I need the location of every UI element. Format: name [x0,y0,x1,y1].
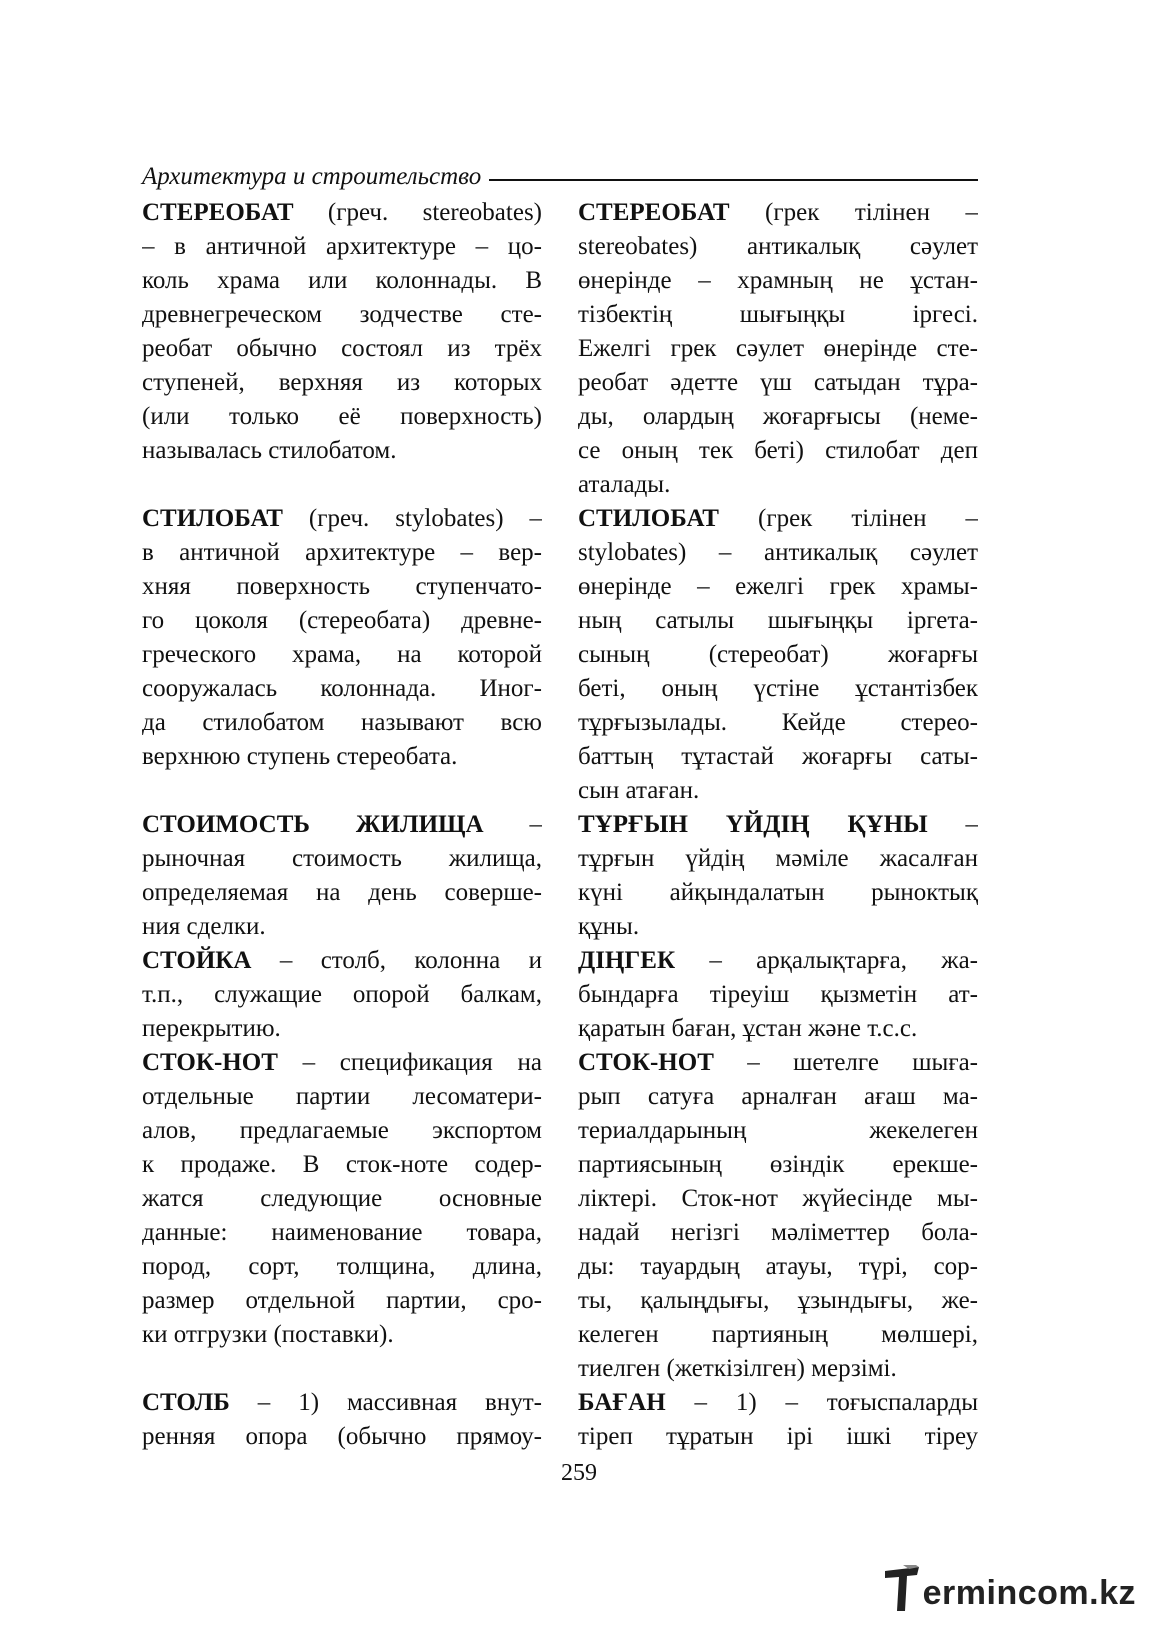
entry-line [578,1182,978,1216]
entry-line [578,1352,978,1386]
entry-line [142,978,542,1012]
entry-text: тіреп тұратын ірі ішкі тіреу [578,1423,978,1450]
entry-text: реобат обычно состоял из трёх [142,335,542,362]
entry-text: древнегреческом зодчестве сте- [142,301,542,328]
entry-line [142,1114,542,1148]
entry-spacer [142,774,542,808]
entry-text: тізбектің шығыңқы іргесі. [578,301,978,328]
entry-text: келеген партияның мөлшері, [578,1321,978,1348]
entry-text: – спецификация на [277,1049,542,1076]
entry-line [578,502,978,536]
dictionary-entry [578,196,978,502]
entry-text: бындарға тіреуіш қызметін ат- [578,981,978,1008]
entry-term: ДІҢГЕК [578,947,676,974]
entry-line [578,672,978,706]
entry-line [142,1284,542,1318]
entry-line [142,502,542,536]
entry-line [142,1216,542,1250]
entry-line [578,944,978,978]
section-title: Архитектура и строительство [142,163,482,190]
entry-text: беті, оның үстіне ұстантізбек [578,675,978,702]
entry-line [578,842,978,876]
entry-line [578,1284,978,1318]
entry-text: ки отгрузки (поставки). [142,1321,394,1348]
entry-line [578,434,978,468]
entry-line [578,1148,978,1182]
entry-text: перекрытию. [142,1015,281,1042]
entry-text: пород, сорт, толщина, длина, [142,1253,542,1280]
entry-line [142,1080,542,1114]
dictionary-entry [578,502,978,808]
entry-text: құны. [578,913,640,940]
entry-text: ның сатылы шығыңқы іргета- [578,607,978,634]
kazakh-column [578,196,978,1454]
entry-term: СТОЙКА [142,947,252,974]
entry-line [578,910,978,944]
entry-line [142,808,542,842]
entry-text: (или только её поверхность) [142,403,542,430]
entry-text: қаратын баған, ұстан және т.с.с. [578,1015,918,1042]
entry-text: в античной архитектуре – вер- [142,539,542,566]
entry-line [142,740,542,774]
entry-term: ТҰРҒЫН ҮЙДІҢ ҚҰНЫ [578,811,928,838]
entry-text: коль храма или колоннады. В [142,267,542,294]
entry-line [578,1216,978,1250]
entry-line [142,230,542,264]
entry-text: – арқалықтарға, жа- [675,947,978,974]
site-watermark [883,1565,1136,1613]
entry-text: ступеней, верхняя из которых [142,369,542,396]
entry-text: Ежелгі грек сәулет өнерінде сте- [578,335,978,362]
entry-line [142,1420,542,1454]
dictionary-entry [142,1046,542,1352]
dictionary-entry [142,1386,542,1454]
header-rule [489,179,978,181]
entry-term: СТОК-НОТ [142,1049,278,1076]
entry-line [578,332,978,366]
entry-text: – шетелге шыға- [713,1049,978,1076]
entry-text: греческого храма, на которой [142,641,542,668]
entry-text: ты, қалыңдығы, ұзындығы, же- [578,1287,978,1314]
entry-term: СТОЛБ [142,1389,230,1416]
entry-line [578,604,978,638]
entry-text: тиелген (жеткізілген) мерзімі. [578,1355,897,1382]
entry-line [142,876,542,910]
entry-text: сооружалась колоннада. Иног- [142,675,542,702]
entry-line [578,570,978,604]
dictionary-entry [142,944,542,1046]
entry-line [578,1318,978,1352]
dictionary-entry [142,196,542,468]
page-number: 259 [561,1460,597,1486]
entry-line [142,264,542,298]
entry-line [578,1114,978,1148]
entry-text: т.п., служащие опорой балкам, [142,981,542,1008]
entry-text: го цоколя (стереобата) древне- [142,607,542,634]
entry-term: БАҒАН [578,1389,666,1416]
entry-text: – в античной архитектуре – цо- [142,233,542,260]
entry-line [142,1012,542,1046]
entry-text: данные: наименование товара, [142,1219,542,1246]
dictionary-entry [142,808,542,944]
entry-term: СТИЛОБАТ [578,505,719,532]
entry-line [142,842,542,876]
entry-term: СТОК-НОТ [578,1049,714,1076]
entry-text: размер отдельной партии, сро- [142,1287,542,1314]
logo-t-icon [883,1565,921,1613]
entry-line [578,1420,978,1454]
entry-text: тұрғын үйдің мәміле жасалған [578,845,978,872]
entry-text: ліктері. Сток-нот жүйесінде мы- [578,1185,978,1212]
entry-line [578,876,978,910]
watermark-text: ermincom.kz [922,1574,1136,1612]
entry-text: – [927,811,978,838]
entry-text: жатся следующие основные [142,1185,542,1212]
dictionary-entry [578,1046,978,1386]
dictionary-entry [578,1386,978,1454]
dictionary-entry [578,808,978,944]
entry-line [142,1046,542,1080]
entry-line [142,944,542,978]
entry-line [578,366,978,400]
entry-line [142,1250,542,1284]
entry-text: тұрғызылады. Кейде стерео- [578,709,978,736]
entry-text: (грек тілінен – [718,505,978,532]
entry-text: териалдарының жекелеген [578,1117,978,1144]
entry-text: – 1) – тоғыспаларды [665,1389,978,1416]
entry-line [142,332,542,366]
entry-line [142,706,542,740]
entry-line [578,808,978,842]
entry-text: надай негізгі мәліметтер бола- [578,1219,978,1246]
entry-text: өнерінде – храмның не ұстан- [578,267,978,294]
entry-text: верхнюю ступень стереобата. [142,743,458,770]
entry-spacer [142,468,542,502]
entry-line [142,638,542,672]
entry-text: да стилобатом называют всю [142,709,542,736]
entry-text: өнерінде – ежелгі грек храмы- [578,573,978,600]
entry-text: баттың тұтастай жоғарғы саты- [578,743,978,770]
entry-line [578,536,978,570]
entry-text: – 1) массивная внут- [229,1389,542,1416]
russian-column [142,196,542,1454]
running-header [142,160,978,194]
entry-line [142,434,542,468]
entry-line [142,1386,542,1420]
entry-text: ренняя опора (обычно прямоу- [142,1423,542,1450]
dictionary-entry [578,944,978,1046]
entry-line [142,1182,542,1216]
entry-line [578,978,978,1012]
entry-text: рыночная стоимость жилища, [142,845,542,872]
entry-line [142,536,542,570]
entry-text: stylobates) – антикалық сәулет [578,539,978,566]
entry-line [578,298,978,332]
entry-text: рып сатуға арналған ағаш ма- [578,1083,978,1110]
entry-text: (грек тілінен – [729,199,978,226]
entry-text: ды, олардың жоғарғысы (неме- [578,403,978,430]
entry-text: – столб, колонна и [251,947,542,974]
entry-text: называлась стилобатом. [142,437,397,464]
entry-line [142,1318,542,1352]
entry-line [578,638,978,672]
entry-text: отдельные партии лесоматери- [142,1083,542,1110]
entry-line [142,1148,542,1182]
entry-line [578,1080,978,1114]
entry-line [578,1046,978,1080]
entry-text: ния сделки. [142,913,266,940]
entry-line [578,1012,978,1046]
entry-line [142,400,542,434]
entry-text: – [483,811,542,838]
entry-text: реобат әдетте үш сатыдан тұра- [578,369,978,396]
entry-text: сының (стереобат) жоғарғы [578,641,978,668]
entry-text: определяемая на день соверше- [142,879,542,906]
entry-line [578,230,978,264]
entry-line [578,468,978,502]
entry-line [578,196,978,230]
entry-term: СТЕРЕОБАТ [142,199,294,226]
entry-text: stereobates) антикалық сәулет [578,233,978,260]
entry-spacer [142,1352,542,1386]
entry-line [142,366,542,400]
entry-term: СТОИМОСТЬ ЖИЛИЩА [142,811,484,838]
entry-text: аталады. [578,471,671,498]
entry-line [578,706,978,740]
entry-line [578,1386,978,1420]
entry-text: партиясының өзіндік ерекше- [578,1151,978,1178]
entry-text: сын атаған. [578,777,700,804]
entry-line [142,196,542,230]
entry-line [142,570,542,604]
entry-line [578,774,978,808]
entry-line [578,400,978,434]
entry-line [578,264,978,298]
entry-line [142,298,542,332]
entry-text: (греч. stereobates) [293,199,542,226]
entry-line [142,604,542,638]
entry-line [142,672,542,706]
entry-text: се оның тек беті) стилобат деп [578,437,978,464]
entry-line [578,1250,978,1284]
entry-text: хняя поверхность ступенчато- [142,573,542,600]
entry-text: к продаже. В сток-ноте содер- [142,1151,542,1178]
dictionary-entry [142,502,542,774]
entry-line [578,740,978,774]
entry-term: СТЕРЕОБАТ [578,199,730,226]
entry-line [142,910,542,944]
entry-text: алов, предлагаемые экспортом [142,1117,542,1144]
entry-text: күні айқындалатын рыноктық [578,879,978,906]
entry-text: ды: тауардың атауы, түрі, сор- [578,1253,978,1280]
entry-text: (греч. stylobates) – [282,505,542,532]
entry-term: СТИЛОБАТ [142,505,283,532]
